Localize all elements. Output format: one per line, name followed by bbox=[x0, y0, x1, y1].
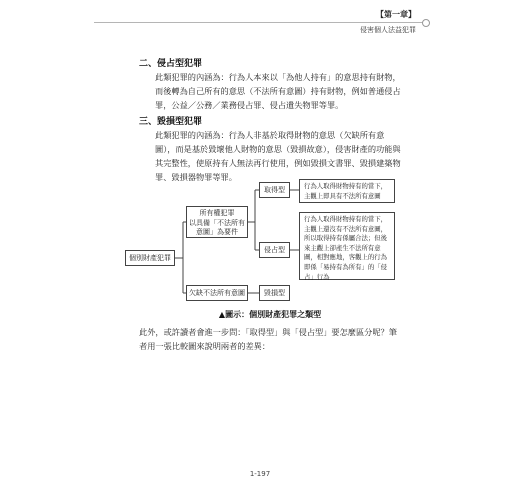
diagram-branch-no-intent: 欠缺不法所有意圖 bbox=[186, 285, 248, 301]
diagram-branch-ownership-crimes: 所有權犯罪 以具備「不法所有意圖」為要件 bbox=[186, 206, 248, 238]
diagram-type-destroy: 毀損型 bbox=[259, 285, 290, 301]
closing-paragraph: 此外，或許讀者會進一步問：「取得型」與「侵占型」要怎麼區分呢？筆者用一張比較圖來說明兩者的差異： bbox=[139, 327, 397, 351]
diagram-note-acquire: 行為人取得財物持有的當下，主觀上即具有不法所有意圖 bbox=[299, 179, 395, 203]
running-title: 侵害個人法益犯罪 bbox=[360, 26, 416, 34]
diagram-type-acquire: 取得型 bbox=[259, 182, 290, 198]
section-heading-embezzlement: 二、侵占型犯罪 bbox=[139, 59, 203, 69]
section-paragraph-embezzlement: 此類犯罪的內涵為：行為人本來以「為他人持有」的意思持有財物，而後轉為自己所有的意思（不法所有意圖）持有財物，例如普通侵占罪，公益／公務／業務侵占罪、侵占遺失物罪等罪。 bbox=[155, 72, 401, 110]
diagram-note-embezzle: 行為人取得財物持有的當下，主觀上還沒有不法所有意圖，所以取得持有係屬合法；但後來主觀上卻產生不法所有意圖，相對應地，客觀上的行為即係「易持有為所有」的「侵占」行為 bbox=[299, 212, 395, 280]
chapter-tag: 【第一章】 bbox=[376, 10, 416, 19]
figure-caption: ▲圖示：個別財產犯罪之類型 bbox=[218, 310, 322, 319]
section-heading-destruction: 三、毀損型犯罪 bbox=[139, 117, 203, 127]
diagram-type-embezzle: 侵占型 bbox=[259, 242, 290, 258]
diagram-root-individual-property-crimes: 個別財產犯罪 bbox=[125, 250, 175, 266]
section-paragraph-destruction: 此類犯罪的內涵為：行為人非基於取得財物的意思（欠缺所有意圖），而是基於毀壞他人財物的意思（毀損故意），侵害財產的功能與其完整性，使原持有人無法再行使用，例如毀損文書罪、毀損建築物罪、毀損器物罪等罪。 bbox=[155, 130, 401, 182]
page-number: 1-197 bbox=[249, 470, 271, 478]
